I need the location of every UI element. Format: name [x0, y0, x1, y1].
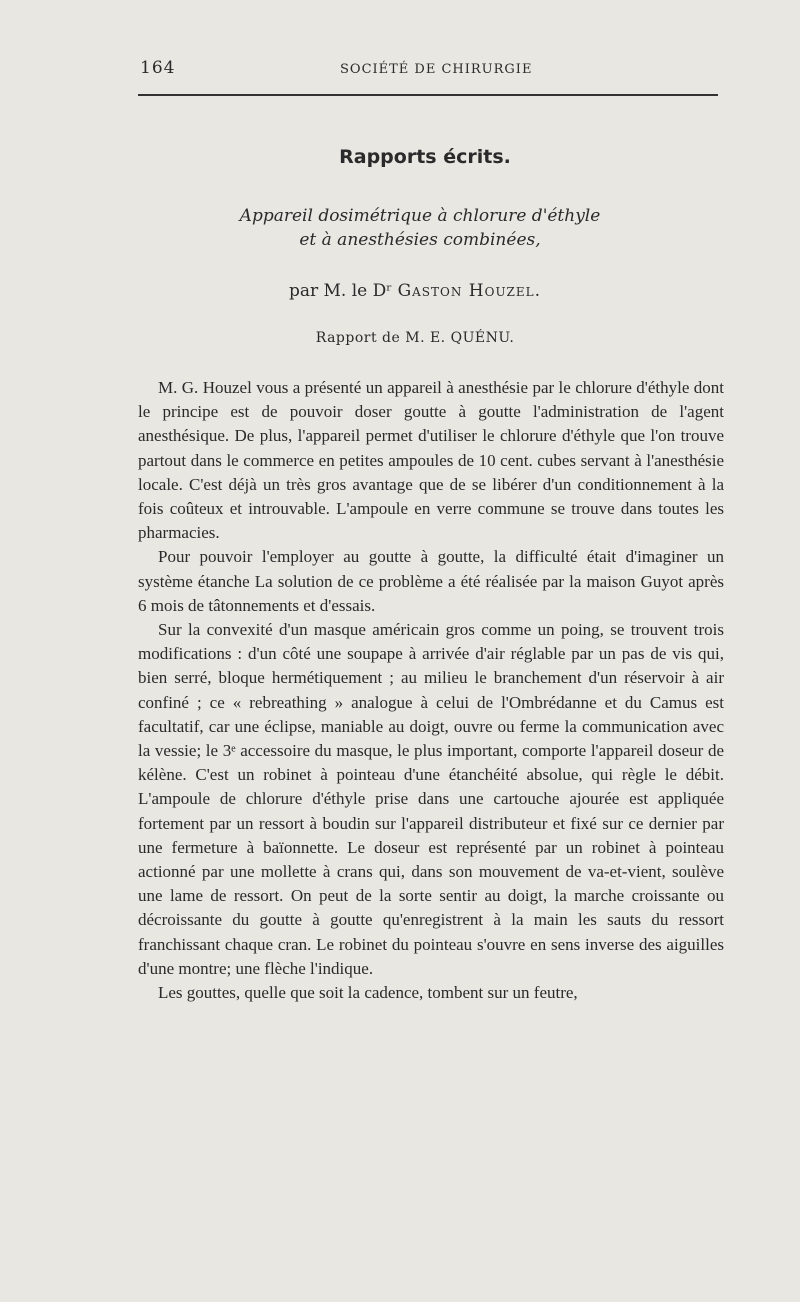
body-text: [138, 376, 724, 1005]
section-title: Rapports écrits.: [339, 146, 511, 168]
article-title: [0, 204, 800, 252]
paragraph: Pour pouvoir l'employer au goutte à goutte, la difficulté était d'imaginer un système étanche La solution de ce problème a été réalisée par la maison Guyot après 6 mois de tâtonnements et d'essais.: [138, 547, 724, 615]
paragraph: Les gouttes, quelle que soit la cadence, tombent sur un feutre,: [158, 983, 578, 1003]
page-number: 164: [140, 58, 176, 78]
author-name: Gaston Houzel.: [397, 281, 542, 301]
article-title-line-1: Appareil dosimétrique à chlorure d'éthyle: [239, 206, 601, 226]
author-line: [0, 281, 800, 301]
paragraph: M. G. Houzel vous a présenté un appareil à anesthésie par le chlorure d'éthyle dont le principe est de pouvoir doser goutte à goutte l'administration de l'agent anesthésique. De plus, l'appareil permet d'utiliser le chlorure d'éthyle que l'on trouve partout dans le commerce en petites ampoules de 10 cent. cubes servant à l'anesthésie locale. C'est déjà un très gros avantage que de se libérer d'un conditionnement à la fois coûteux et introuvable. L'ampoule en verre commune se trouve dans toutes les pharmacies.: [138, 378, 724, 543]
paragraph: Sur la convexité d'un masque américain gros comme un poing, se trouvent trois modifications : d'un côté une soupape à arrivée d'air réglable par un pas de vis qui, bien serré, bloque hermétiquement ; au milieu le branchement d'un réservoir à air confiné ; ce « rebreathing » analogue à celui de l'Ombrédanne et du Camus est facultatif, car une éclipse, maniable au doigt, ouvre ou ferme la communication avec la vessie; le 3ᵉ accessoire du masque, le plus important, comporte l'appareil doseur de kélène. C'est un robinet à pointeau d'une étanchéité absolue, qui règle le débit. L'ampoule de chlorure d'éthyle prise dans une cartouche ajourée est appliquée fortement par un ressort à boudin sur l'appareil distributeur et fixé sur ce dernier par une fermeture à baïonnette. Le doseur est représenté par un robinet à pointeau actionné par une mollette à crans qui, dans son mouvement de va-et-vient, soulève une lame de ressort. On peut de la sorte sentir au doigt, la marche croissante ou décroissante du goutte à goutte qu'enregistrent à la main les sauts du ressort franchissant chaque cran. Le robinet du pointeau s'ouvre en sens inverse des aiguilles d'une montre; une flèche l'indique.: [138, 620, 724, 978]
running-head: SOCIÉTÉ DE CHIRURGIE: [340, 62, 533, 77]
article-title-line-2: et à anesthésies combinées,: [299, 230, 541, 250]
rapport-line: Rapport de M. E. QUÉNU.: [315, 330, 515, 346]
author-prefix: par M. le Dʳ: [288, 281, 393, 301]
header-rule: [138, 94, 718, 96]
